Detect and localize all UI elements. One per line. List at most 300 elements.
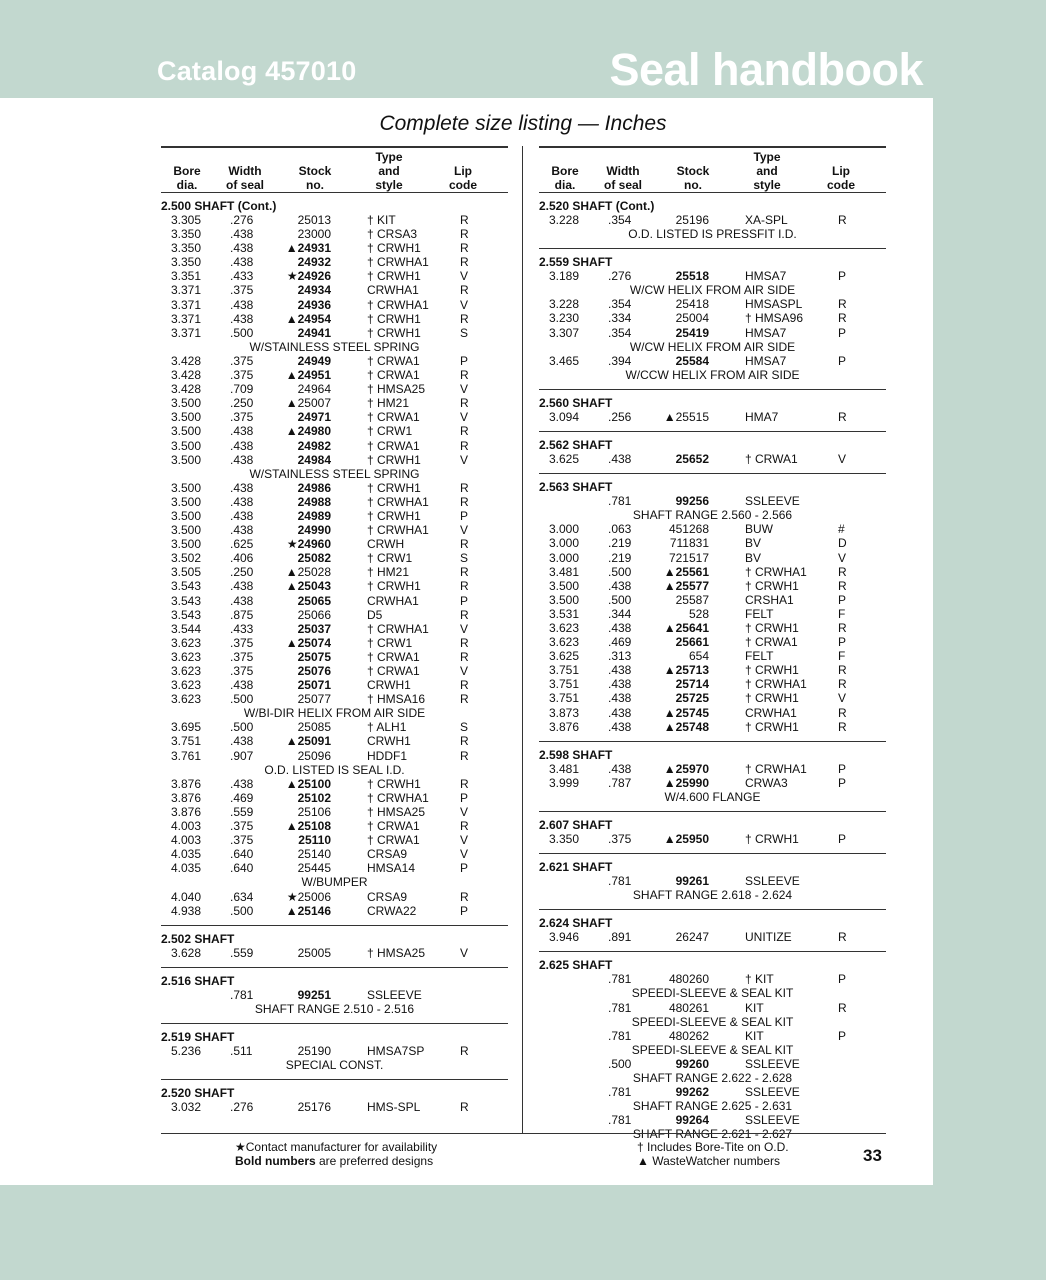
- width-of-seal: .438: [230, 593, 254, 608]
- width-of-seal: .469: [230, 790, 254, 805]
- table-row: [161, 312, 508, 326]
- width-of-seal: .438: [608, 691, 632, 706]
- lip-code: V: [838, 691, 847, 706]
- stock-no: 25004: [675, 311, 709, 326]
- lip-code: S: [460, 325, 469, 340]
- type-style: BUW: [745, 522, 773, 537]
- stock-no: ▲25028: [285, 565, 331, 580]
- stock-no: 480262: [668, 1028, 709, 1043]
- width-of-seal: .781: [608, 1113, 632, 1128]
- table-row: [161, 213, 508, 227]
- lip-code: R: [460, 579, 469, 594]
- width-of-seal: .438: [230, 523, 254, 538]
- lip-code: R: [460, 649, 469, 664]
- header-stock: Stock no.: [298, 164, 332, 192]
- width-of-seal: .438: [230, 678, 254, 693]
- type-style: KIT: [745, 1028, 764, 1043]
- table-row: [539, 1001, 886, 1015]
- type-style: † CRWH1: [745, 832, 799, 846]
- table-row: [161, 551, 508, 565]
- bore-dia: 3.481: [549, 761, 580, 776]
- stock-no: 25661: [675, 635, 709, 650]
- stock-no: 451268: [668, 522, 709, 537]
- bore-dia: 3.623: [171, 692, 202, 707]
- table-row: [161, 664, 508, 678]
- lip-code: R: [838, 930, 847, 945]
- table-row: [161, 424, 508, 438]
- stock-no: 24941: [297, 325, 331, 340]
- footnote-preferred: Bold numbers are preferred designs: [235, 1154, 434, 1168]
- bore-dia: 3.228: [549, 297, 580, 312]
- right-margin-band: [933, 98, 1046, 1185]
- width-of-seal: .375: [230, 833, 254, 848]
- lip-code: S: [460, 720, 469, 735]
- table-row: [539, 494, 886, 508]
- section-divider: [539, 473, 886, 474]
- lip-code: F: [838, 606, 846, 621]
- row-note: SHAFT RANGE 2.621 - 2.627: [632, 1127, 793, 1142]
- type-style: HMSA7SP: [367, 1043, 425, 1058]
- lip-code: R: [460, 227, 469, 242]
- type-style: † KIT: [745, 972, 774, 987]
- table-row: [161, 861, 508, 875]
- row-note: W/4.600 FLANGE: [664, 789, 761, 804]
- stock-no: 25652: [675, 452, 709, 467]
- bore-dia: 3.500: [171, 452, 202, 467]
- width-of-seal: .354: [608, 213, 632, 227]
- row-note: O.D. LISTED IS PRESSFIT I.D.: [628, 227, 797, 242]
- left-listing: [161, 199, 508, 1114]
- bore-dia: 3.500: [171, 480, 202, 495]
- stock-no: 721517: [668, 550, 709, 565]
- lip-code: R: [460, 480, 469, 495]
- type-style: † CRWHA1: [367, 790, 429, 805]
- stock-no: 99262: [675, 1085, 709, 1100]
- section-divider: [161, 1079, 508, 1080]
- row-note: SPEEDI-SLEEVE & SEAL KIT: [631, 1042, 794, 1057]
- table-row: [161, 396, 508, 410]
- width-of-seal: .500: [230, 692, 254, 707]
- width-of-seal: .781: [230, 987, 254, 1002]
- lip-code: R: [838, 409, 847, 424]
- table-row: [161, 946, 508, 960]
- lip-code: R: [838, 677, 847, 692]
- type-style: † CRWH1: [745, 719, 799, 734]
- lip-code: P: [460, 593, 469, 608]
- width-of-seal: .406: [230, 551, 254, 566]
- row-note: SHAFT RANGE 2.625 - 2.631: [632, 1099, 793, 1114]
- footnote-left: [235, 1140, 437, 1168]
- table-row: [539, 691, 886, 705]
- stock-no: 25066: [297, 607, 331, 622]
- footnote-availability: ★Contact manufacturer for availability: [235, 1140, 438, 1154]
- shaft-heading: 2.516 SHAFT: [161, 973, 235, 988]
- width-of-seal: .438: [230, 776, 254, 791]
- type-style: † CRWA1: [367, 819, 420, 834]
- section-divider: [161, 967, 508, 968]
- stock-no: 711831: [669, 536, 709, 551]
- section-divider: [539, 248, 886, 249]
- width-of-seal: .634: [230, 889, 254, 904]
- width-of-seal: .438: [230, 241, 254, 256]
- stock-no: ▲24931: [285, 241, 331, 256]
- bore-dia: 3.500: [171, 494, 202, 509]
- shaft-heading: 2.562 SHAFT: [539, 438, 613, 453]
- table-row: [161, 890, 508, 904]
- lip-code: R: [460, 692, 469, 707]
- bore-dia: 3.350: [171, 255, 202, 270]
- section-divider: [539, 431, 886, 432]
- page-body: [0, 98, 933, 1185]
- bore-dia: 3.371: [171, 297, 202, 312]
- type-style: HMSA7: [745, 269, 787, 284]
- shaft-heading: 2.500 SHAFT (Cont.): [161, 199, 277, 213]
- bore-dia: 3.350: [171, 227, 202, 242]
- lip-code: R: [460, 889, 469, 904]
- type-style: HMSA7: [745, 325, 787, 340]
- header-type: Type and style: [753, 150, 781, 192]
- bore-dia: 3.623: [171, 635, 202, 650]
- width-of-seal: .375: [230, 283, 254, 298]
- type-style: † CRWHA1: [367, 494, 429, 509]
- bore-dia: 3.544: [171, 621, 202, 636]
- bore-dia: 3.946: [549, 930, 580, 945]
- type-style: CRWA22: [367, 903, 417, 918]
- stock-no: ▲25970: [663, 761, 709, 776]
- bore-dia: 3.623: [171, 649, 202, 664]
- lip-code: P: [460, 508, 469, 523]
- table-row: [161, 636, 508, 650]
- table-row: [161, 749, 508, 763]
- stock-no: 25082: [297, 551, 331, 566]
- width-of-seal: .709: [230, 382, 254, 397]
- width-of-seal: .433: [230, 621, 254, 636]
- bore-dia: 3.751: [549, 663, 580, 678]
- type-style: † CRWHA1: [367, 297, 429, 312]
- stock-no: 25110: [298, 833, 331, 848]
- stock-no: 25587: [675, 592, 709, 607]
- lip-code: R: [838, 311, 847, 326]
- width-of-seal: .219: [608, 536, 632, 551]
- width-of-seal: .375: [230, 819, 254, 834]
- width-of-seal: .438: [230, 297, 254, 312]
- stock-no: 99261: [675, 874, 709, 889]
- table-row: [161, 255, 508, 269]
- type-style: † CRWH1: [367, 579, 421, 594]
- type-style: † CRWH1: [745, 578, 799, 593]
- type-style: † CRWA1: [367, 410, 420, 425]
- lip-code: R: [460, 776, 469, 791]
- width-of-seal: .559: [230, 945, 254, 960]
- type-style: CRSHA1: [745, 592, 794, 607]
- stock-no: ▲25745: [663, 705, 709, 720]
- lip-code: P: [460, 790, 469, 805]
- bore-dia: 3.876: [171, 804, 202, 819]
- row-note: SHAFT RANGE 2.510 - 2.516: [254, 1001, 415, 1016]
- bore-dia: 3.502: [171, 551, 202, 566]
- row-note: W/CW HELIX FROM AIR SIDE: [629, 339, 796, 354]
- table-row: [539, 607, 886, 621]
- row-note: W/CCW HELIX FROM AIR SIDE: [625, 367, 800, 382]
- width-of-seal: .438: [608, 578, 632, 593]
- table-row: [539, 621, 886, 635]
- lip-code: V: [460, 945, 469, 960]
- table-row: [161, 269, 508, 283]
- width-of-seal: .781: [608, 1085, 632, 1100]
- stock-no: ▲25091: [285, 734, 331, 749]
- shaft-heading: 2.520 SHAFT (Cont.): [539, 199, 655, 213]
- bore-dia: 3.625: [549, 649, 580, 664]
- width-of-seal: .500: [230, 720, 254, 735]
- stock-no: 99256: [675, 494, 709, 509]
- bore-dia: 3.500: [171, 410, 202, 425]
- bore-dia: 3.623: [171, 664, 202, 678]
- type-style: HDDF1: [367, 748, 408, 763]
- lip-code: R: [838, 1000, 847, 1015]
- stock-no: 25196: [675, 213, 709, 227]
- width-of-seal: .781: [608, 972, 632, 987]
- table-row: [161, 439, 508, 453]
- bore-dia: 3.032: [171, 1100, 202, 1115]
- stock-no: 24982: [297, 438, 331, 453]
- width-of-seal: .375: [230, 635, 254, 650]
- width-of-seal: .438: [230, 734, 254, 749]
- type-style: UNITIZE: [745, 930, 792, 945]
- table-row: [539, 635, 886, 649]
- type-style: † HMSA25: [367, 945, 426, 960]
- width-of-seal: .500: [230, 325, 254, 340]
- table-row: [539, 579, 886, 593]
- table-row: [161, 537, 508, 551]
- header-width: Width of seal: [603, 164, 642, 192]
- bore-dia: 3.350: [171, 241, 202, 256]
- section-divider: [161, 1023, 508, 1024]
- row-note: W/STAINLESS STEEL SPRING: [249, 466, 420, 481]
- width-of-seal: .875: [230, 607, 254, 622]
- bore-dia: 3.428: [171, 353, 202, 368]
- width-of-seal: .334: [608, 311, 632, 326]
- type-style: HMSASPL: [745, 297, 803, 312]
- table-row: [539, 593, 886, 607]
- stock-no: 25518: [675, 269, 709, 284]
- table-row: [161, 227, 508, 241]
- type-style: SSLEEVE: [745, 1056, 800, 1071]
- table-row: [539, 874, 886, 888]
- lip-code: D: [838, 536, 847, 551]
- table-row: [161, 847, 508, 861]
- type-style: HMS-SPL: [367, 1100, 421, 1115]
- width-of-seal: .438: [608, 452, 632, 467]
- page-footer-band: [0, 1185, 1046, 1280]
- width-of-seal: .375: [230, 649, 254, 664]
- lip-code: R: [460, 1100, 469, 1115]
- bore-dia: 4.040: [171, 889, 202, 904]
- lip-code: R: [460, 311, 469, 326]
- table-row: [161, 298, 508, 312]
- table-row: [161, 777, 508, 791]
- lip-code: P: [838, 775, 847, 790]
- width-of-seal: .250: [230, 396, 254, 411]
- width-of-seal: .354: [608, 297, 632, 312]
- width-of-seal: .375: [230, 410, 254, 425]
- stock-no: 99251: [297, 987, 331, 1002]
- lip-code: R: [460, 494, 469, 509]
- lip-code: R: [460, 255, 469, 270]
- width-of-seal: .511: [230, 1043, 253, 1058]
- lip-code: P: [838, 353, 847, 368]
- table-row: [161, 283, 508, 297]
- table-row: [161, 453, 508, 467]
- stock-no: ★25006: [286, 889, 331, 904]
- bore-dia: 3.230: [549, 311, 580, 326]
- stock-no: 26247: [675, 930, 709, 945]
- lip-code: R: [460, 241, 469, 256]
- lip-code: R: [460, 635, 469, 650]
- type-style: HMA7: [745, 409, 779, 424]
- type-style: SSLEEVE: [367, 987, 422, 1002]
- column-divider: [522, 146, 523, 1133]
- type-style: † CRWH1: [745, 620, 799, 635]
- stock-no: 25714: [675, 677, 709, 692]
- bore-dia: 3.751: [549, 691, 580, 706]
- header-bore: Bore dia.: [551, 164, 579, 192]
- type-style: † CRWA1: [367, 438, 420, 453]
- stock-no: ▲25641: [663, 620, 709, 635]
- bore-dia: 3.876: [171, 790, 202, 805]
- width-of-seal: .640: [230, 847, 254, 862]
- shaft-heading: 2.621 SHAFT: [539, 860, 613, 875]
- table-row: [539, 832, 886, 846]
- lip-code: R: [460, 819, 469, 834]
- width-of-seal: .375: [608, 832, 632, 846]
- type-style: † CRWA1: [367, 649, 420, 664]
- width-of-seal: .438: [608, 663, 632, 678]
- width-of-seal: .907: [230, 748, 254, 763]
- stock-no: 25106: [297, 804, 331, 819]
- lip-code: R: [838, 705, 847, 720]
- stock-no: 24934: [297, 283, 331, 298]
- stock-no: 24984: [297, 452, 331, 467]
- width-of-seal: .394: [608, 353, 632, 368]
- stock-no: 25190: [297, 1043, 331, 1058]
- stock-no: 25075: [297, 649, 331, 664]
- shaft-heading: 2.607 SHAFT: [539, 818, 613, 832]
- type-style: † CRWHA1: [745, 564, 807, 579]
- table-row: [539, 565, 886, 579]
- width-of-seal: .438: [608, 620, 632, 635]
- stock-no: 99260: [675, 1056, 709, 1071]
- stock-no: ▲25146: [285, 903, 331, 918]
- type-style: HMSA7: [745, 353, 787, 368]
- footnote-boretite: † Includes Bore-Tite on O.D.: [637, 1140, 789, 1154]
- bore-dia: 3.000: [549, 522, 580, 537]
- bore-dia: 3.094: [549, 409, 580, 424]
- lip-code: P: [460, 903, 469, 918]
- stock-no: 25077: [297, 692, 331, 707]
- row-note: SHAFT RANGE 2.560 - 2.566: [632, 508, 793, 523]
- bore-dia: 3.428: [171, 382, 202, 397]
- type-style: † CRW1: [367, 551, 413, 566]
- table-row: [161, 734, 508, 748]
- width-of-seal: .781: [608, 494, 632, 509]
- stock-no: 25071: [297, 678, 331, 693]
- bore-dia: 3.000: [549, 550, 580, 565]
- lip-code: R: [460, 213, 469, 227]
- type-style: † CRWHA1: [367, 621, 429, 636]
- table-row: [161, 1044, 508, 1058]
- type-style: † HM21: [367, 396, 410, 411]
- table-row: [539, 213, 886, 227]
- type-style: † CRWA1: [745, 452, 798, 467]
- width-of-seal: .500: [608, 592, 632, 607]
- bore-dia: 3.371: [171, 311, 202, 326]
- table-row: [539, 536, 886, 550]
- type-style: † CRWHA1: [367, 523, 429, 538]
- lip-code: V: [460, 410, 469, 425]
- bore-dia: 3.189: [549, 269, 580, 284]
- width-of-seal: .250: [230, 565, 254, 580]
- table-row: [161, 678, 508, 692]
- lip-code: R: [838, 213, 847, 227]
- width-of-seal: .500: [608, 564, 632, 579]
- lip-code: V: [460, 452, 469, 467]
- table-row: [539, 452, 886, 466]
- stock-no: 99264: [675, 1113, 709, 1128]
- width-of-seal: .781: [608, 1028, 632, 1043]
- stock-no: ▲25108: [285, 819, 331, 834]
- stock-no: 25102: [297, 790, 331, 805]
- width-of-seal: .438: [230, 255, 254, 270]
- width-of-seal: .469: [608, 635, 632, 650]
- stock-no: 25419: [675, 325, 709, 340]
- stock-no: ▲25950: [663, 832, 709, 846]
- table-row: [161, 650, 508, 664]
- type-style: † CRWA1: [745, 635, 798, 650]
- type-style: † CRWHA1: [367, 255, 429, 270]
- bore-dia: 3.876: [171, 776, 202, 791]
- bore-dia: 3.228: [549, 213, 580, 227]
- header-stock: Stock no.: [676, 164, 710, 192]
- type-style: HMSA14: [367, 861, 416, 876]
- type-style: † CRWHA1: [745, 677, 807, 692]
- width-of-seal: .344: [608, 606, 632, 621]
- row-note: W/BUMPER: [301, 875, 368, 890]
- bore-dia: 3.305: [171, 213, 202, 227]
- lip-code: R: [460, 565, 469, 580]
- table-row: [161, 608, 508, 622]
- bore-dia: 3.695: [171, 720, 202, 735]
- type-style: CRWH1: [367, 734, 411, 749]
- bore-dia: 3.505: [171, 565, 202, 580]
- row-note: SPEEDI-SLEEVE & SEAL KIT: [631, 1014, 794, 1029]
- lip-code: R: [460, 678, 469, 693]
- bore-dia: 3.876: [549, 719, 580, 734]
- stock-no: ▲25577: [663, 578, 709, 593]
- stock-no: ▲25007: [285, 396, 331, 411]
- type-style: † CRWA1: [367, 353, 420, 368]
- table-row: [161, 565, 508, 579]
- table-row: [539, 972, 886, 986]
- lip-code: P: [838, 761, 847, 776]
- right-listing: [539, 199, 886, 1142]
- bore-dia: 4.035: [171, 861, 202, 876]
- width-of-seal: .438: [230, 438, 254, 453]
- stock-no: 24932: [297, 255, 331, 270]
- row-note: W/BI-DIR HELIX FROM AIR SIDE: [243, 706, 426, 721]
- width-of-seal: .063: [608, 522, 632, 537]
- width-of-seal: .256: [608, 409, 632, 424]
- lip-code: R: [838, 578, 847, 593]
